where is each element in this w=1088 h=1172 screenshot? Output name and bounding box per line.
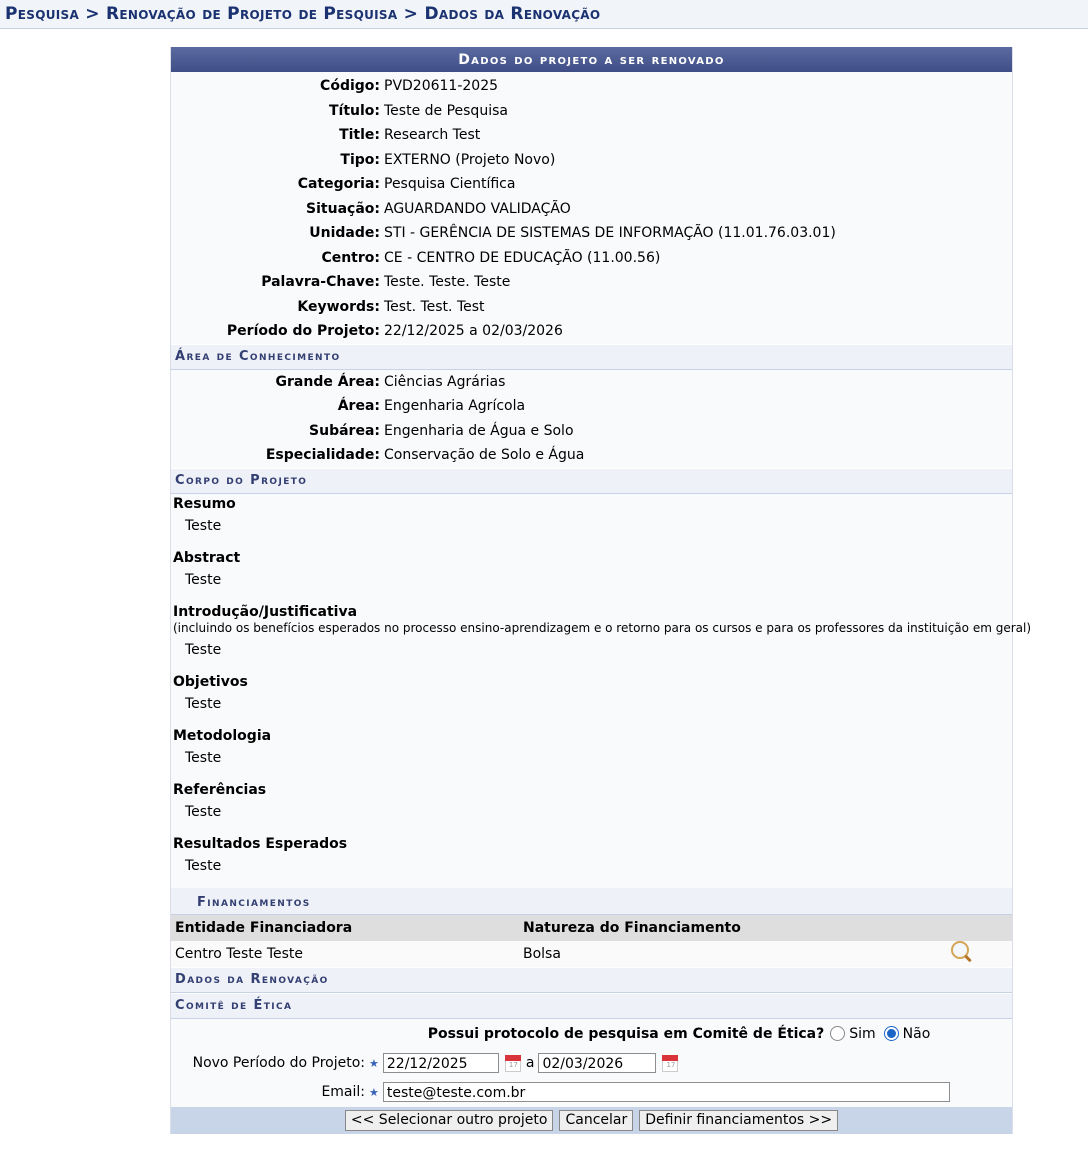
novo-periodo-label: Novo Período do Projeto:: [192, 1055, 365, 1071]
block-value: Teste: [185, 641, 222, 658]
field-tipo: [171, 148, 1012, 173]
field-value: PVD20611-2025: [384, 78, 499, 95]
field-label: Palavra-Chave:: [261, 274, 380, 291]
field-value: STI - GERÊNCIA DE SISTEMAS DE INFORMAÇÃO (11.01.76.03.01): [384, 225, 836, 242]
define-financing-button[interactable]: Definir financiamentos >>: [639, 1110, 838, 1131]
col-entidade: Entidade Financiadora: [175, 919, 353, 936]
field-value: Teste de Pesquisa: [384, 102, 508, 119]
field-keywords: [171, 295, 1012, 320]
comite-question: Possui protocolo de pesquisa em Comitê de Ética?: [427, 1025, 825, 1042]
field-value: 22/12/2025 a 02/03/2026: [384, 323, 563, 340]
field-label: Keywords:: [297, 298, 380, 315]
breadcrumb: [0, 0, 1088, 29]
calendar-icon[interactable]: [505, 1055, 521, 1072]
field-label: Unidade:: [309, 225, 380, 242]
field-label: Especialidade:: [265, 447, 380, 464]
table-row: [171, 941, 1012, 967]
block-value: Teste: [185, 857, 222, 874]
block-title: Objetivos: [173, 673, 248, 690]
breadcrumb-text: Pesquisa > Renovação de Projeto de Pesquisa > Dados da Renovação: [5, 4, 601, 24]
periodo-end-input[interactable]: 02/03/2026: [538, 1053, 656, 1073]
block-resultados: [171, 834, 1012, 878]
block-note: (incluindo os benefícios esperados no processo ensino-aprendizagem e o retorno para os cursos e para os professores da instituição em geral): [173, 620, 1032, 635]
field-unidade: [171, 221, 1012, 246]
field-value: AGUARDANDO VALIDAÇÃO: [384, 200, 571, 217]
periodo-start-input[interactable]: 22/12/2025: [383, 1053, 499, 1073]
field-subarea: [171, 419, 1012, 444]
field-label: Área:: [337, 398, 380, 415]
form-caption: Dados do projeto a ser renovado: [171, 47, 1012, 72]
block-abstract: [171, 548, 1012, 592]
field-label: Grande Área:: [275, 373, 380, 390]
novo-periodo-row: [171, 1049, 1012, 1078]
field-centro: [171, 246, 1012, 271]
field-situacao: [171, 197, 1012, 222]
field-value: Pesquisa Científica: [384, 176, 516, 193]
field-grande-area: [171, 370, 1012, 395]
field-value: Research Test: [384, 127, 481, 144]
email-label: Email:: [321, 1084, 365, 1100]
radio-nao[interactable]: [884, 1026, 899, 1041]
block-title: Resultados Esperados: [173, 835, 348, 852]
financiamentos-header: [171, 915, 1012, 941]
section-corpo-projeto: Corpo do Projeto: [171, 468, 1012, 494]
col-natureza: Natureza do Financiamento: [523, 919, 741, 936]
field-palavra-chave: [171, 270, 1012, 295]
periodo-separator: a: [525, 1055, 535, 1071]
cell-natureza: Bolsa: [523, 945, 561, 962]
field-title: [171, 123, 1012, 148]
section-comite-etica: Comitê de Ética: [171, 993, 1012, 1019]
field-value: Test. Test. Test: [384, 298, 485, 315]
block-title: Metodologia: [173, 727, 272, 744]
field-label: Categoria:: [297, 176, 380, 193]
required-star-icon: ★: [369, 1056, 379, 1070]
email-input[interactable]: teste@teste.com.br: [383, 1082, 950, 1102]
field-label: Título:: [328, 102, 380, 119]
field-value: Teste. Teste. Teste: [384, 274, 511, 291]
field-label: Situação:: [306, 200, 380, 217]
field-area: [171, 394, 1012, 419]
cell-entidade: Centro Teste Teste: [175, 945, 304, 962]
block-value: Teste: [185, 571, 222, 588]
field-value: CE - CENTRO DE EDUCAÇÃO (11.00.56): [384, 249, 661, 266]
field-label: Title:: [339, 127, 380, 144]
select-other-project-button[interactable]: << Selecionar outro projeto: [345, 1110, 554, 1131]
section-area-conhecimento: Área de Conhecimento: [171, 344, 1012, 370]
block-objetivos: [171, 672, 1012, 716]
field-titulo: [171, 99, 1012, 124]
block-value: Teste: [185, 695, 222, 712]
block-referencias: [171, 780, 1012, 824]
block-resumo: [171, 494, 1012, 538]
field-especialidade: [171, 443, 1012, 468]
block-value: Teste: [185, 803, 222, 820]
radio-sim[interactable]: [830, 1026, 845, 1041]
radio-nao-label: Não: [902, 1025, 931, 1042]
corpo-blocks: [171, 494, 1032, 878]
block-value: Teste: [185, 749, 222, 766]
field-periodo: [171, 319, 1012, 344]
block-title: Resumo: [173, 495, 236, 512]
field-label: Tipo:: [340, 151, 380, 168]
project-fields: [171, 74, 1012, 344]
renewal-form: [170, 47, 1032, 1134]
comite-question-row: [171, 1019, 1012, 1049]
field-value: Ciências Agrárias: [384, 373, 506, 390]
field-label: Período do Projeto:: [226, 323, 380, 340]
field-codigo: [171, 74, 1012, 99]
block-title: Introdução/Justificativa: [173, 603, 358, 620]
field-categoria: [171, 172, 1012, 197]
field-value: Engenharia de Água e Solo: [384, 422, 574, 439]
calendar-icon[interactable]: [662, 1055, 678, 1072]
field-label: Código:: [320, 78, 380, 95]
radio-sim-label: Sim: [849, 1025, 876, 1042]
form-buttons: [171, 1107, 1012, 1134]
field-label: Subárea:: [309, 422, 380, 439]
required-star-icon: ★: [369, 1085, 379, 1099]
section-dados-renovacao: Dados da Renovação: [171, 967, 1012, 993]
block-value: Teste: [185, 517, 222, 534]
block-introducao: [171, 602, 1032, 662]
section-financiamentos: Financiamentos: [171, 888, 1012, 915]
field-value: EXTERNO (Projeto Novo): [384, 151, 556, 168]
block-title: Abstract: [173, 549, 241, 566]
block-metodologia: [171, 726, 1012, 770]
cancel-button[interactable]: Cancelar: [559, 1110, 633, 1131]
field-value: Conservação de Solo e Água: [384, 447, 585, 464]
email-row: [171, 1078, 1012, 1107]
area-fields: [171, 370, 1012, 468]
field-value: Engenharia Agrícola: [384, 398, 526, 415]
block-title: Referências: [173, 781, 267, 798]
field-label: Centro:: [321, 249, 380, 266]
magnifier-icon[interactable]: [951, 941, 969, 959]
